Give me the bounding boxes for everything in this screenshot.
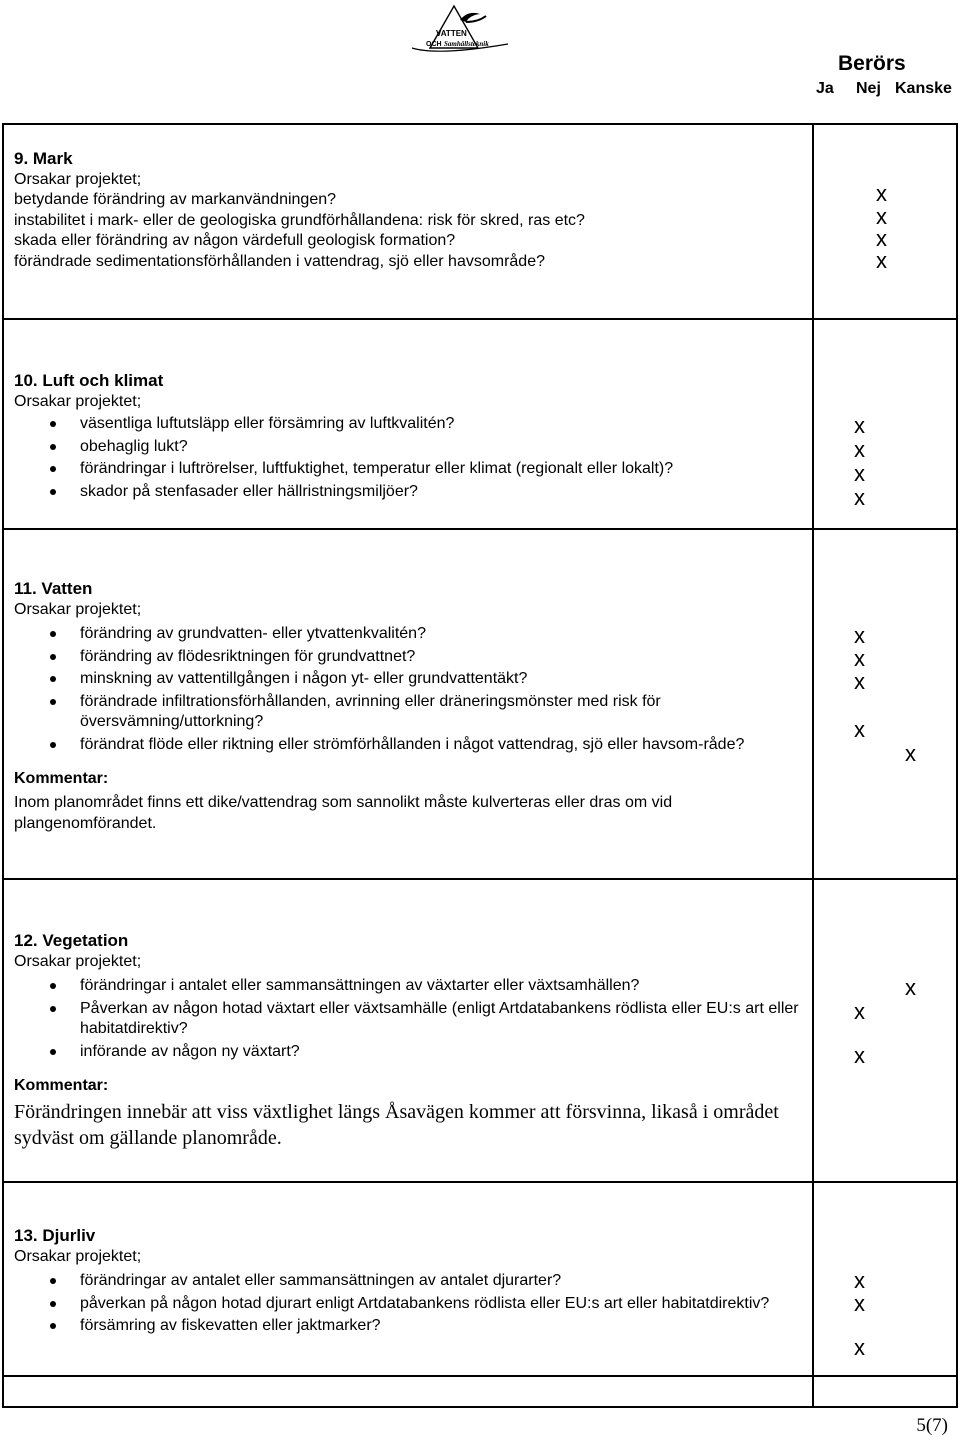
row-divider	[4, 1375, 956, 1377]
svg-text:VATTEN: VATTEN	[436, 29, 467, 38]
logo-graphic	[408, 0, 516, 56]
question-item: förändrat flöde eller riktning eller strömförhållanden i något vattendrag, sjö eller havsom-råde?	[14, 735, 760, 756]
mark-ja: x	[854, 1335, 865, 1360]
col-kanske: Kanske	[895, 80, 952, 97]
question-item: obehaglig lukt?	[14, 437, 804, 458]
mark-ja: x	[854, 646, 865, 671]
mark-kanske: x	[905, 975, 916, 1000]
col-ja: Ja	[816, 80, 834, 97]
section-luft	[14, 371, 804, 502]
row-divider	[4, 318, 956, 320]
mark-ja: x	[854, 1268, 865, 1293]
section-vatten	[14, 579, 804, 834]
question-item: förändring av flödesriktningen för grundvattnet?	[14, 647, 804, 668]
question-item: skador på stenfasader eller hällristningsmiljöer?	[14, 482, 804, 503]
section-cause: Orsakar projektet;	[14, 1247, 142, 1265]
row-divider	[4, 1181, 956, 1183]
section-cause: Orsakar projektet;	[14, 170, 142, 188]
mark-ja: x	[876, 204, 887, 229]
mark-ja: x	[854, 623, 865, 648]
question-item: förändring av grundvatten- eller ytvattenkvalitén?	[14, 624, 804, 645]
mark-ja: x	[854, 437, 865, 462]
row-divider	[4, 878, 956, 880]
comment-text: Inom planområdet finns ett dike/vattendrag som sannolikt måste kulverteras eller dras om vid plangenomförandet.	[14, 793, 673, 832]
logo	[408, 0, 516, 56]
mark-ja: x	[854, 461, 865, 486]
row-divider	[4, 528, 956, 530]
question-line: skada eller förändring av någon värdefull geologisk formation?	[14, 232, 456, 249]
section-djurliv	[14, 1226, 804, 1337]
question-line: förändrade sedimentationsförhållanden i vattendrag, sjö eller havsområde?	[14, 252, 545, 270]
section-title: 11. Vatten	[14, 579, 93, 598]
svg-text:Samhällsteknik: Samhällsteknik	[444, 40, 489, 48]
question-item: Påverkan av någon hotad växtart eller växtsamhälle (enligt Artdatabankens rödlista eller EU:s art eller habitatdirektiv?	[14, 999, 800, 1040]
question-item: försämring av fiskevatten eller jaktmarker?	[14, 1316, 804, 1337]
question-item: förändringar i antalet eller sammansättningen av växtarter eller växtsamhällen?	[14, 976, 804, 997]
mark-ja: x	[876, 248, 887, 273]
mark-ja: x	[854, 717, 865, 742]
question-line: instabilitet i mark- eller de geologiska grundförhållandena: risk för skred, ras etc?	[14, 211, 585, 229]
question-item: förändrade infiltrationsförhållanden, avrinning eller dräneringsmönster med risk för översvämning/uttorkning?	[14, 692, 760, 733]
section-vegetation	[14, 931, 804, 1151]
column-headers	[816, 80, 952, 98]
section-cause: Orsakar projektet;	[14, 952, 142, 970]
mark-ja: x	[876, 226, 887, 251]
question-item: införande av någon ny växtart?	[14, 1042, 804, 1063]
svg-text:OCH: OCH	[426, 41, 442, 48]
mark-ja: x	[854, 999, 865, 1024]
section-title: 13. Djurliv	[14, 1226, 96, 1245]
section-cause: Orsakar projektet;	[14, 600, 142, 618]
page-number: 5(7)	[916, 1415, 948, 1436]
mark-ja: x	[854, 485, 865, 510]
section-title: 12. Vegetation	[14, 931, 129, 950]
question-item: minskning av vattentillgången i någon yt- eller grundvattentäkt?	[14, 669, 804, 690]
mark-ja: x	[876, 181, 887, 206]
question-item: förändringar av antalet eller sammansättningen av antalet djurarter?	[14, 1271, 804, 1292]
col-nej: Nej	[856, 80, 881, 97]
comment-label: Kommentar:	[14, 1077, 109, 1094]
question-line: betydande förändring av markanvändningen?	[14, 191, 337, 208]
section-title: 9. Mark	[14, 149, 73, 168]
mark-ja: x	[854, 1291, 865, 1316]
mark-ja: x	[854, 1043, 865, 1068]
berors-heading: Berörs	[838, 52, 906, 75]
section-mark	[14, 149, 804, 272]
section-title: 10. Luft och klimat	[14, 371, 164, 390]
question-item: påverkan på någon hotad djurart enligt Artdatabankens rödlista eller EU:s art eller habitatdirektiv?	[14, 1294, 780, 1315]
section-cause: Orsakar projektet;	[14, 392, 142, 410]
question-item: förändringar i luftrörelser, luftfuktighet, temperatur eller klimat (regionalt eller lokalt)?	[14, 459, 804, 480]
mark-ja: x	[854, 413, 865, 438]
mark-kanske: x	[905, 741, 916, 766]
mark-ja: x	[854, 669, 865, 694]
assessment-table	[2, 123, 958, 1408]
comment-label: Kommentar:	[14, 770, 109, 787]
question-item: väsentliga luftutsläpp eller försämring av luftkvalitén?	[14, 414, 804, 435]
comment-text: Förändringen innebär att viss växtlighet längs Åsavägen kommer att försvinna, likaså i området sydväst om gällande planområde.	[14, 1100, 779, 1149]
